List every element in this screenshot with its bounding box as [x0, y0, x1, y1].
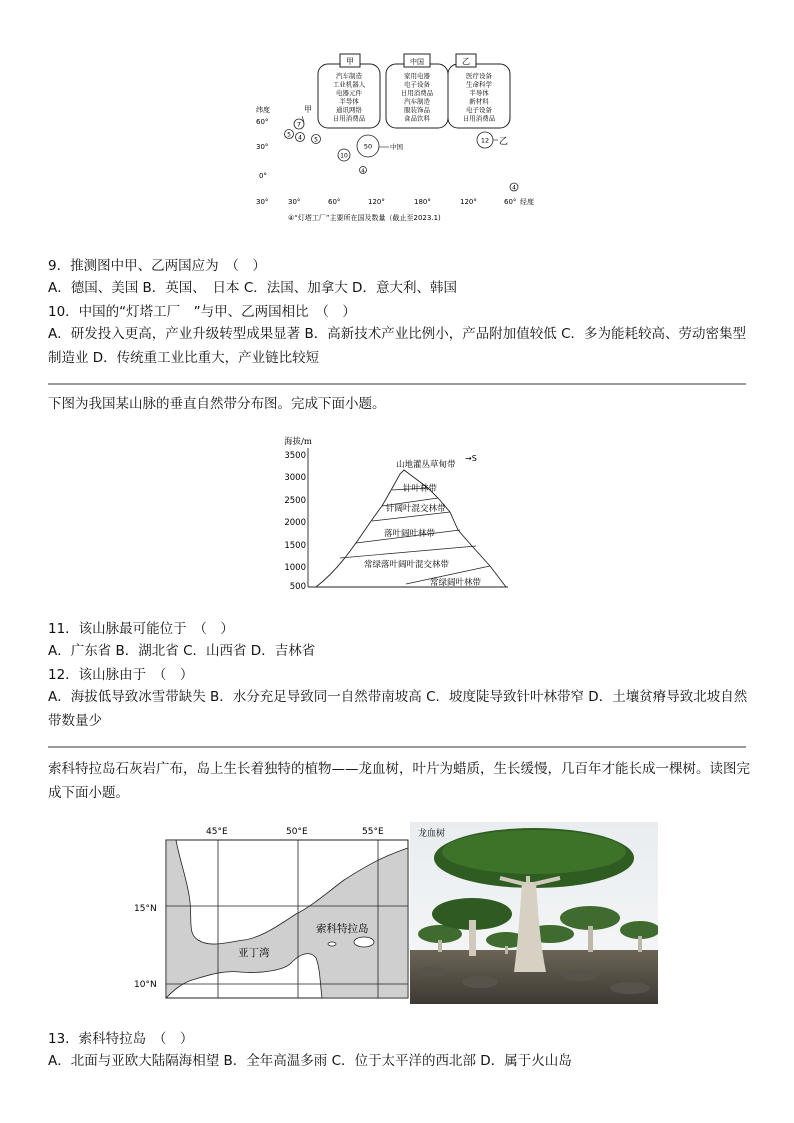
box-yi-item: 电子设备 [466, 106, 492, 114]
ytick-60: 60° [256, 118, 269, 126]
circle-5a [285, 130, 294, 139]
dragon-tree-label: 龙血树 [418, 829, 446, 839]
ytick-1000: 1000 [284, 563, 306, 573]
lon-50e: 50°E [286, 827, 308, 837]
ytick-1500: 1500 [284, 541, 306, 551]
svg-text:4: 4 [298, 134, 302, 142]
xtick-180: 180° [414, 198, 431, 206]
q12-options: A．海拔低导致冰雪带缺失 B．水分充足导致同一自然带南坡高 C．坡度陡导致针叶林带窄 D．土壤贫瘠导致北坡自然带数量少 [48, 689, 748, 729]
box-yi-item: 医疗设备 [466, 72, 492, 80]
lat-10n: 10°N [134, 980, 157, 990]
q12-stem: 12．该山脉由于 （ ） [48, 667, 194, 683]
svg-text:12: 12 [480, 136, 490, 145]
dragon-blood-tree-photo [410, 822, 658, 1004]
label-china: 中国 [390, 143, 403, 151]
svg-text:5: 5 [287, 131, 291, 139]
lon-45e: 45°E [206, 827, 228, 837]
box-yi-item: 新材料 [469, 97, 489, 106]
svg-text:7: 7 [296, 120, 302, 129]
svg-text:4: 4 [361, 168, 365, 175]
ytick-2000: 2000 [284, 518, 306, 528]
box-china-item: 汽车制造 [404, 97, 430, 106]
q11-stem: 11．该山脉最可能位于 （ ） [48, 621, 234, 637]
box-yi-item: 日用消费品 [462, 114, 496, 123]
lat-15n: 15°N [134, 904, 157, 914]
intro-mountain: 下图为我国某山脉的垂直自然带分布图。完成下面小题。 [48, 396, 386, 412]
belt-mixed-coniferous-broadleaf: 针阔叶混交林带 [386, 504, 446, 514]
box-jia-item: 汽车制造 [336, 72, 362, 80]
intro-socotra: 索科特拉岛石灰岩广布，岛上生长着独特的植物——龙血树，叶片为蜡质，生长缓慢，几百年才能长成一棵树。读图完成下面小题。 [48, 761, 750, 801]
lon-axis-label: 经度 [520, 198, 534, 206]
belt-evergreen-deciduous-mixed: 常绿落叶阔叶混交林带 [364, 560, 450, 570]
belt-coniferous: 针叶林带 [403, 484, 438, 494]
box-china-item: 食品饮料 [404, 114, 430, 123]
lat-axis-label: 纬度 [256, 106, 270, 114]
box-yi-item: 生命科学 [466, 80, 492, 89]
circle-7 [294, 119, 304, 129]
q9-stem: 9．推测图中甲、乙两国应为 （ ） [48, 258, 266, 274]
xtick-60: 60° [328, 198, 341, 206]
circle-50-china [357, 135, 379, 157]
box-china [386, 54, 448, 128]
ytick-3500: 3500 [284, 451, 306, 461]
belt-evergreen-broadleaf: 常绿阔叶林带 [430, 578, 482, 588]
lon-55e: 55°E [362, 827, 384, 837]
lighthouse-factory-figure [240, 48, 550, 230]
svg-text:5: 5 [314, 136, 318, 144]
south-arrow: →S [465, 454, 477, 463]
box-jia-item: 日用消费品 [332, 114, 366, 123]
xtick-30: 30° [288, 198, 301, 206]
ytick-2500: 2500 [284, 496, 306, 506]
box-jia-item: 半导体 [339, 97, 359, 106]
circle-10 [338, 149, 350, 161]
svg-text:10: 10 [340, 152, 348, 160]
box-china-item: 家用电器 [404, 72, 430, 80]
box-china-item: 服装饰品 [404, 106, 430, 114]
box-yi-item: 半导体 [469, 89, 489, 97]
socotra-label: 索科特拉岛 [316, 923, 369, 935]
label-yi: 乙 [499, 137, 509, 147]
circle-4b [360, 167, 367, 175]
box-jia-item: 通讯网络 [336, 106, 362, 114]
circle-5b [312, 135, 321, 144]
vertical-zone-figure [276, 434, 516, 594]
box-jia-title: 甲 [346, 57, 354, 66]
q13-options: A．北面与亚欧大陆隔海相望 B．全年高温多雨 C．位于太平洋的西北部 D．属于火山岛 [48, 1053, 572, 1069]
ytick-30s: 30° [256, 198, 269, 206]
ytick-30n: 30° [256, 143, 269, 151]
label-jia: 甲 [304, 105, 312, 114]
altitude-axis-label: 海拔/m [284, 437, 312, 447]
circle-4c [510, 183, 518, 192]
box-china-item: 电子设备 [404, 80, 430, 89]
box-jia [318, 54, 380, 128]
socotra-island [354, 937, 374, 947]
section-divider-2 [48, 746, 746, 748]
belt-deciduous-broadleaf: 落叶阔叶林带 [384, 529, 436, 539]
section-divider-1 [48, 383, 746, 385]
box-jia-item: 电器元件 [336, 89, 362, 97]
ytick-500: 500 [289, 582, 306, 592]
xtick-120: 120° [368, 198, 385, 206]
xtick-60w: 60° [504, 198, 517, 206]
ytick-0: 0° [259, 172, 267, 180]
q11-options: A．广东省 B．湖北省 C．山西省 D．吉林省 [48, 643, 316, 659]
svg-text:50: 50 [363, 142, 373, 151]
fig1-caption: ④“灯塔工厂”主要所在国及数量（截止至2023.1) [288, 214, 441, 222]
q10-stem: 10．中国的“灯塔工厂 ”与甲、乙两国相比 （ ） [48, 304, 356, 320]
ytick-3000: 3000 [284, 473, 306, 483]
box-yi-title: 乙 [462, 57, 470, 66]
q9-options: A．德国、美国 B．英国、 日本 C．法国、加拿大 D．意大利、韩国 [48, 280, 457, 296]
xtick-120w: 120° [460, 198, 477, 206]
box-jia-item: 工业机器人 [332, 80, 366, 89]
box-china-item: 日用消费品 [400, 89, 434, 97]
box-yi [448, 54, 510, 128]
q10-options: A．研发投入更高，产业升级转型成果显著 B．高新技术产业比例小，产品附加值较低 C．多为能耗较高、劳动密集型制造业 D．传统重工业比重大，产业链比较短 [48, 326, 747, 366]
socotra-map [132, 822, 410, 1002]
belt-alpine-shrub-meadow: 山地灌丛草甸带 [396, 460, 456, 470]
box-china-title: 中国 [410, 58, 424, 66]
svg-text:4: 4 [512, 184, 516, 192]
circle-12 [477, 132, 493, 148]
q13-stem: 13．索科特拉岛 （ ） [48, 1031, 194, 1047]
circle-4a [296, 133, 305, 142]
gulf-of-aden-label: 亚丁湾 [238, 947, 270, 959]
